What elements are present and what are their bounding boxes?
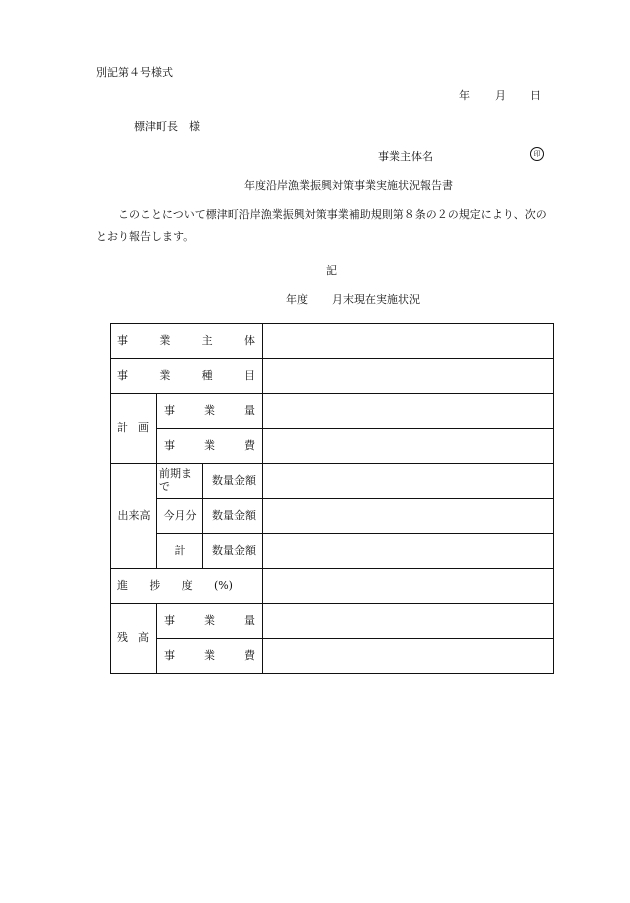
char: 計 [117,421,128,434]
char: 業 [159,334,171,347]
ki-heading: 記 [326,264,337,277]
char: 業 [204,614,215,627]
group-label-dekidaka: 出来高 [117,509,151,522]
char: 事 [117,369,128,382]
group-label-keikaku [117,421,149,435]
char: 業 [159,369,171,382]
entity-name-label: 事業主体名 [378,150,433,163]
body-paragraph: このことについて標津町沿岸漁業振興対策事業補助規則第８条の２の規定により、次のとおり報告します。 [96,208,547,243]
date-year-label: 年 [459,89,470,102]
date-day-label: 日 [530,89,541,102]
status-month-label: 月末現在実施状況 [332,293,420,306]
char: 事 [164,614,175,627]
sub-label-suryo-kingaku-3: 数量金額 [212,544,256,557]
seal-icon: 印 [530,147,544,161]
char: 主 [201,334,213,347]
status-year-label: 年度 [286,293,308,306]
char: 事 [164,404,175,417]
char: 業 [204,404,215,417]
document-title: 年度沿岸漁業振興対策事業実施状況報告書 [244,179,453,192]
row-label-shinchoku [117,579,233,593]
char: 種 [201,369,213,382]
sub-label-suryo-kingaku-2: 数量金額 [212,509,256,522]
addressee: 標津町長 様 [134,120,200,133]
char: 目 [243,369,255,382]
sub-label-keikaku-hi [164,439,255,453]
sub-label-zandaka-ryo [164,614,255,628]
char: 体 [243,334,255,347]
char: 業 [204,649,215,662]
form-number: 別記第４号様式 [96,66,173,79]
char: 業 [204,439,215,452]
group-label-zandaka [117,631,149,645]
char: 事 [117,334,128,347]
row-label-jigyo-shutai [117,334,255,348]
date-month-label: 月 [495,89,506,102]
char: 捗 [149,579,161,592]
char: 費 [244,439,255,452]
sub-label-kei: 計 [174,544,186,557]
sub-label-zenki: 前期まで [159,467,192,493]
char: (%) [213,579,233,592]
char: 度 [181,579,193,592]
sub-label-zandaka-hi [164,649,255,663]
row-label-jigyo-shumoku [117,369,255,383]
char: 画 [138,421,149,434]
char: 量 [244,404,255,417]
char: 事 [164,649,175,662]
char: 量 [244,614,255,627]
char: 残 [117,631,128,644]
char: 費 [244,649,255,662]
sub-label-suryo-kingaku-1: 数量金額 [212,474,256,487]
sub-label-keikaku-ryo [164,404,255,418]
char: 高 [138,631,149,644]
char: 進 [117,579,128,592]
sub-label-kongetsu: 今月分 [163,509,197,522]
char: 事 [164,439,175,452]
